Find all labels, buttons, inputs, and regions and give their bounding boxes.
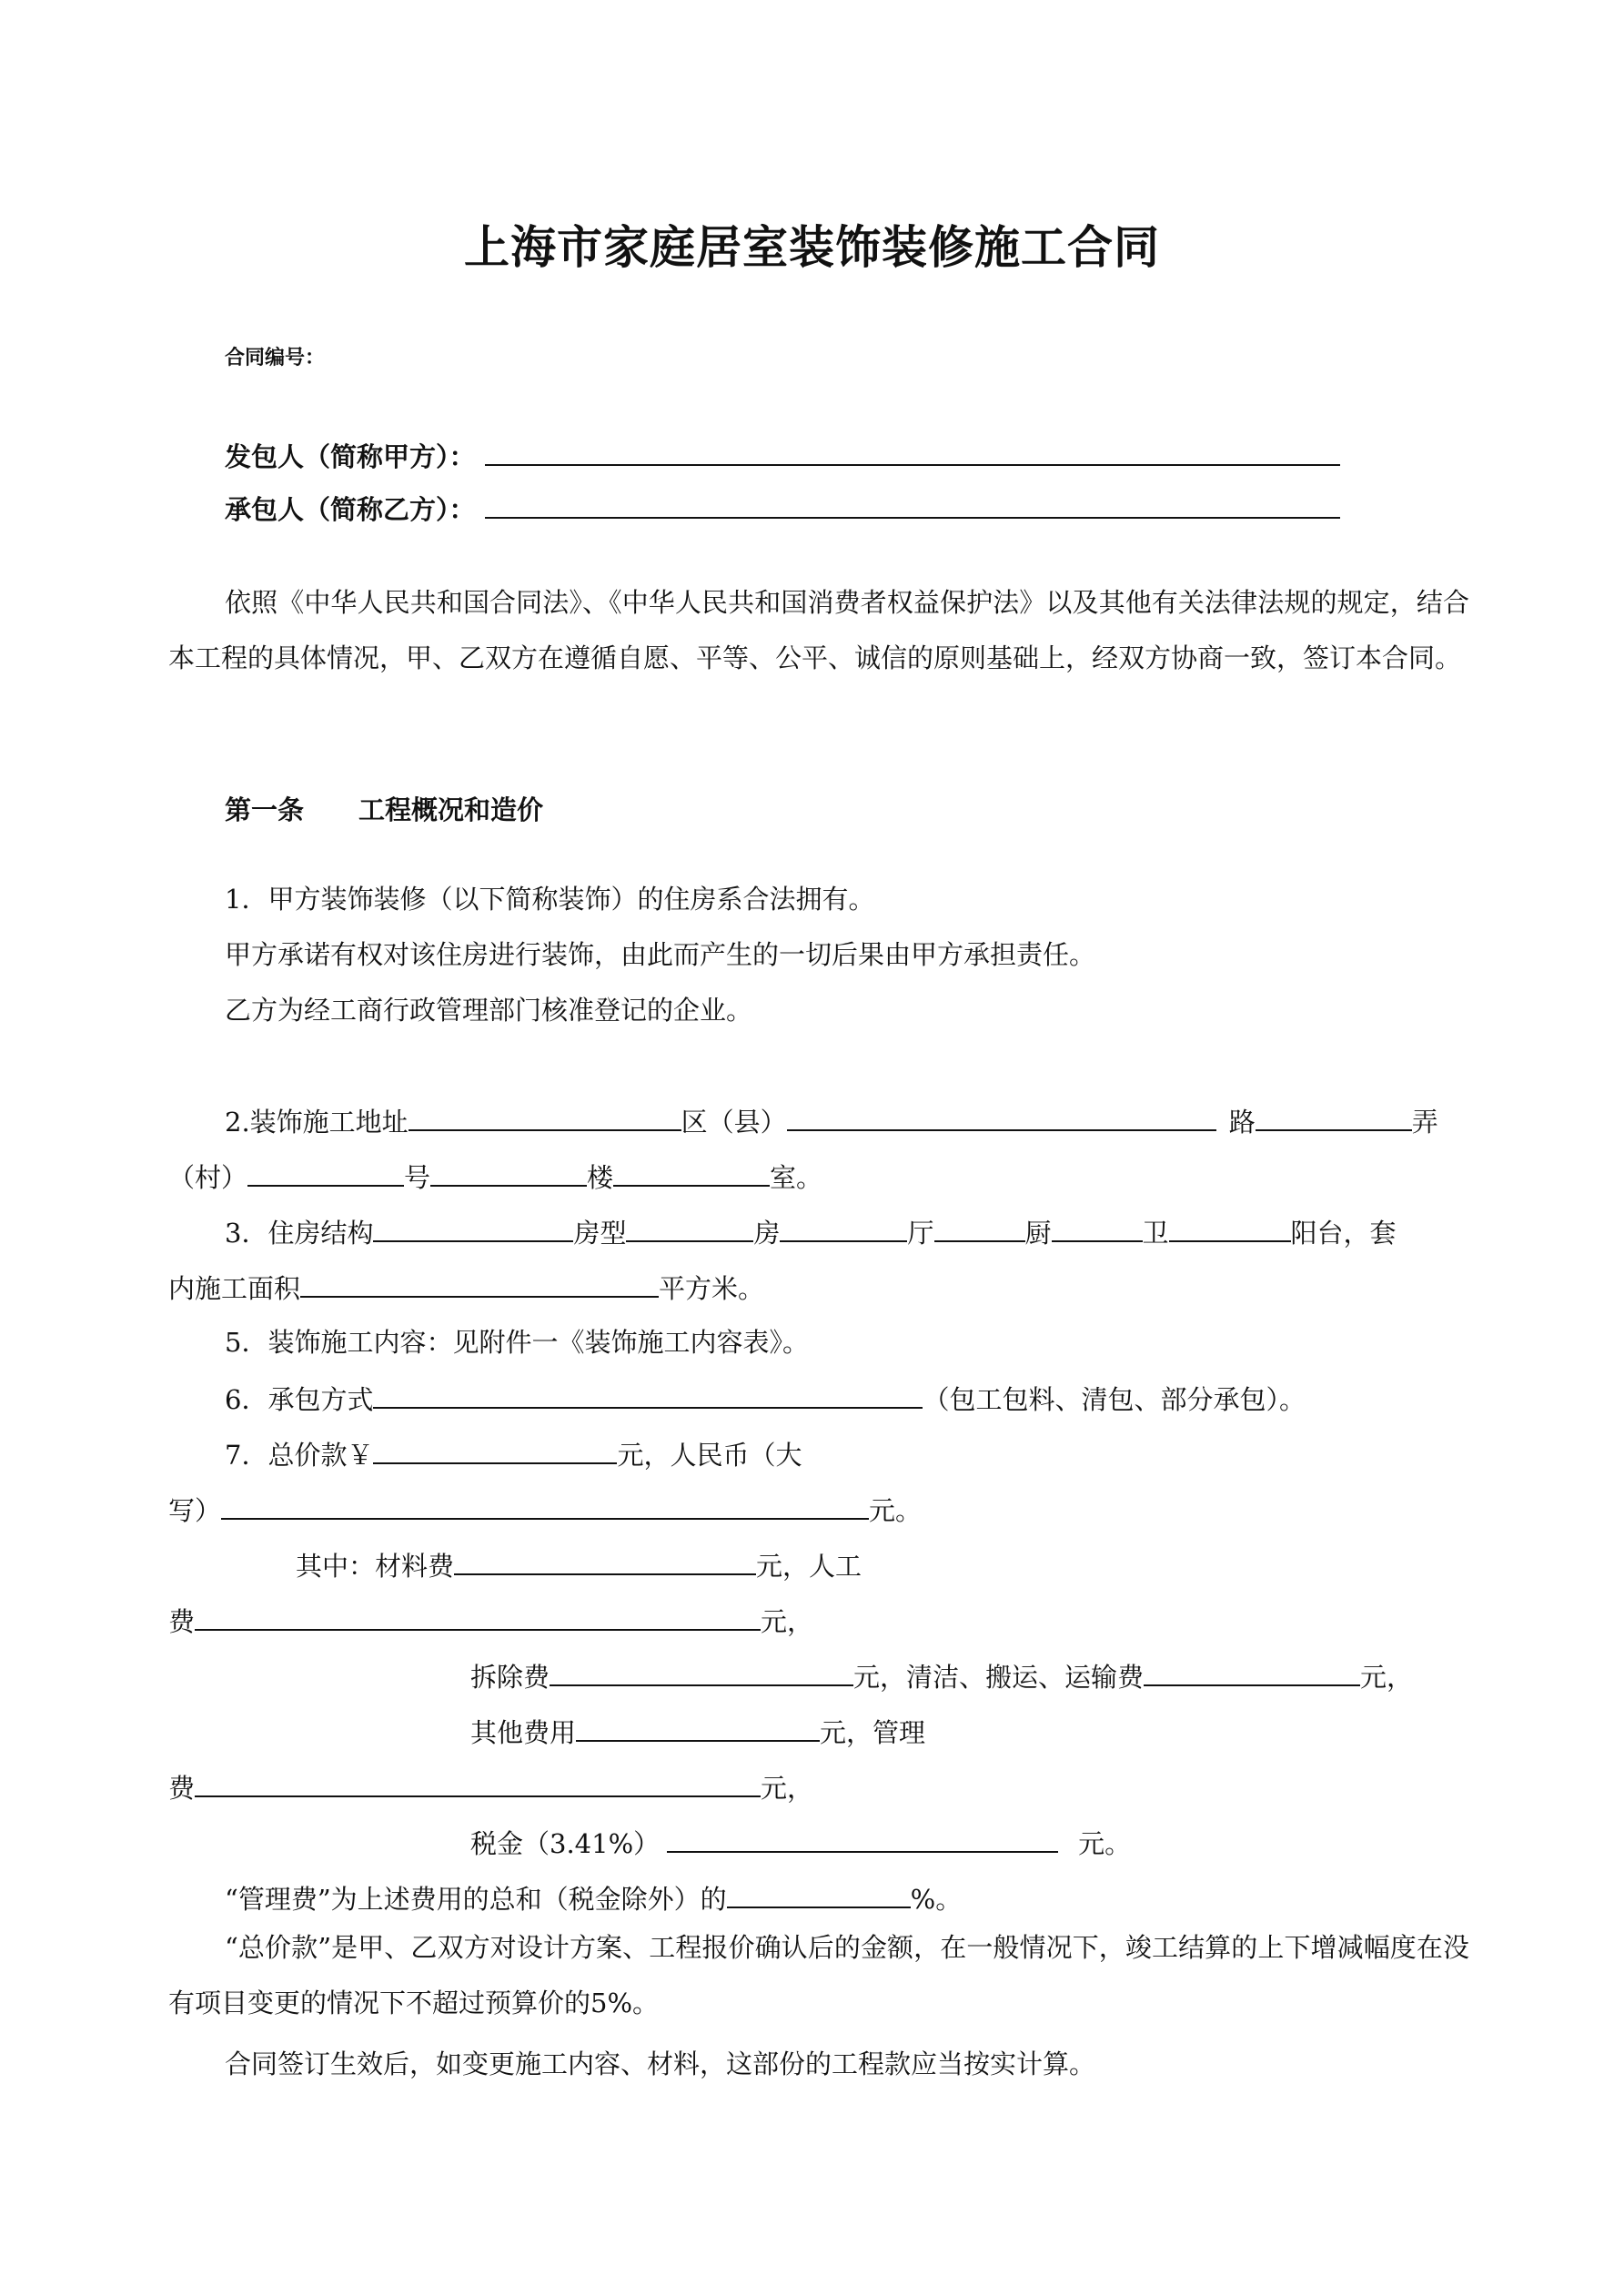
item-7-line-4 (168, 1603, 813, 1638)
tax-label: 税金（3.41%） (470, 1828, 661, 1859)
district-label: 区（县） (681, 1107, 787, 1138)
section-1-number: 第一条 (225, 794, 305, 825)
labor-fee-label-end: 费 (168, 1606, 196, 1637)
balconies-blank (1169, 1215, 1291, 1242)
road-label: 路 (1228, 1107, 1256, 1138)
transport-fee-unit: 元， (1360, 1662, 1414, 1693)
rooms-label: 房 (753, 1218, 781, 1249)
area-label: 内施工面积 (168, 1273, 301, 1304)
uppercase-unit: 元。 (869, 1495, 923, 1526)
item-7-line-2 (168, 1492, 922, 1527)
item-7-line-3 (296, 1548, 862, 1583)
contract-number-label: 合同编号： (225, 347, 326, 369)
labor-fee-blank (195, 1603, 761, 1631)
structure-blank (373, 1215, 573, 1242)
management-fee-blank (195, 1770, 761, 1797)
contract-mode-options: （包工包料、清包、部分承包）。 (923, 1384, 1306, 1415)
building-blank (430, 1159, 587, 1187)
item-5-line: 5．装饰施工内容：见附件一《装饰施工内容表》。 (225, 1327, 809, 1358)
labor-fee-unit: 元， (761, 1606, 814, 1637)
party-a-label: 发包人（简称甲方）： (225, 441, 476, 472)
management-fee-note-text: “管理费”为上述费用的总和（税金除外）的 (225, 1884, 727, 1915)
number-blank (247, 1159, 404, 1187)
village-label: （村） (168, 1162, 248, 1193)
other-fee-label: 其他费用 (470, 1717, 577, 1748)
number-label: 号 (404, 1162, 431, 1193)
material-fee-label: 其中：材料费 (296, 1551, 455, 1582)
district-blank (787, 1104, 1216, 1131)
room-label: 室。 (770, 1162, 823, 1193)
item-7-line-7 (168, 1770, 813, 1805)
management-fee-percent-unit: %。 (910, 1884, 963, 1915)
management-fee-unit: 元， (761, 1773, 814, 1804)
room-blank (613, 1159, 770, 1187)
item-6-line (225, 1381, 1306, 1416)
demolition-fee-blank (550, 1659, 853, 1686)
demolition-fee-label: 拆除费 (470, 1662, 550, 1693)
management-fee-label-end: 费 (168, 1773, 196, 1804)
item-3-line-1 (225, 1215, 1397, 1249)
contract-mode-blank (373, 1381, 923, 1409)
section-1-title: 工程概况和造价 (358, 794, 544, 825)
address-blank (409, 1104, 681, 1131)
material-fee-blank (454, 1548, 756, 1575)
tax-unit: 元。 (1078, 1828, 1132, 1859)
management-fee-note (225, 1881, 962, 1916)
item-3-line-2 (168, 1270, 764, 1305)
item-1-line-1: 1．甲方装饰装修（以下简称装饰）的住房系合法拥有。 (225, 884, 875, 915)
page-title: 上海市家庭居室装饰装修施工合同 (464, 221, 1160, 274)
building-label: 楼 (587, 1162, 614, 1193)
structure-label: 3．住房结构 (225, 1218, 374, 1249)
area-blank (300, 1270, 659, 1298)
area-unit: 平方米。 (659, 1273, 765, 1304)
layout-label: 房型 (573, 1218, 627, 1249)
party-a-blank (485, 437, 1340, 466)
transport-fee-label: 元，清洁、搬运、运输费 (853, 1662, 1145, 1693)
intro-paragraph: 依照《中华人民共和国合同法》、《中华人民共和国消费者权益保护法》以及其他有关法律法规的规定，结合本工程的具体情况，甲、乙双方在遵循自愿、平等、公平、诚信的原则基础上，经双方协商一致，签订本合同。 (168, 587, 1469, 673)
transport-fee-blank (1144, 1659, 1360, 1686)
item-2-line-2 (168, 1159, 822, 1194)
kitchens-label: 厨 (1024, 1218, 1052, 1249)
road-blank (1256, 1104, 1412, 1131)
bathrooms-blank (1052, 1215, 1143, 1242)
item-7-line-1 (225, 1437, 802, 1472)
uppercase-label: 写） (168, 1495, 222, 1526)
management-fee-label-start: 元，管理 (820, 1717, 926, 1748)
party-a-line (225, 437, 1340, 474)
other-fee-blank (576, 1714, 820, 1742)
item-1-line-3: 乙方为经工商行政管理部门核准登记的企业。 (225, 995, 753, 1026)
total-price-label: 7．总价款￥ (225, 1440, 374, 1471)
rooms-blank (626, 1215, 753, 1242)
party-b-line (225, 490, 1340, 527)
lane-label: 弄 (1411, 1107, 1438, 1138)
section-1-heading (225, 790, 543, 827)
party-b-blank (485, 490, 1340, 519)
halls-blank (780, 1215, 907, 1242)
total-price-note: “总价款”是甲、乙双方对设计方案、工程报价确认后的金额，在一般情况下，竣工结算的上下增减幅度在没有项目变更的情况下不超过预算价的5%。 (168, 1932, 1469, 2018)
item-7-line-6 (470, 1714, 925, 1749)
bathrooms-label: 卫 (1142, 1218, 1169, 1249)
item-1-line-2: 甲方承诺有权对该住房进行装饰，由此而产生的一切后果由甲方承担责任。 (225, 939, 1096, 970)
tax-blank (667, 1826, 1058, 1853)
item-7-line-8 (470, 1826, 1131, 1860)
contract-mode-label: 6．承包方式 (225, 1384, 374, 1415)
halls-label: 厅 (907, 1218, 934, 1249)
party-b-label: 承包人（简称乙方）： (225, 494, 476, 525)
management-fee-percent-blank (727, 1881, 911, 1908)
labor-fee-label-start: 元，人工 (756, 1551, 862, 1582)
total-price-rmb-label: 元，人民币（大 (617, 1440, 802, 1471)
item-7-line-5 (470, 1659, 1413, 1694)
total-price-blank (373, 1437, 617, 1464)
address-label: 2.装饰施工地址 (225, 1107, 409, 1138)
kitchens-blank (934, 1215, 1025, 1242)
balconies-label: 阳台，套 (1290, 1218, 1397, 1249)
uppercase-blank (221, 1492, 869, 1520)
item-2-line-1 (225, 1104, 1438, 1138)
change-note: 合同签订生效后，如变更施工内容、材料，这部份的工程款应当按实计算。 (225, 2048, 1096, 2079)
